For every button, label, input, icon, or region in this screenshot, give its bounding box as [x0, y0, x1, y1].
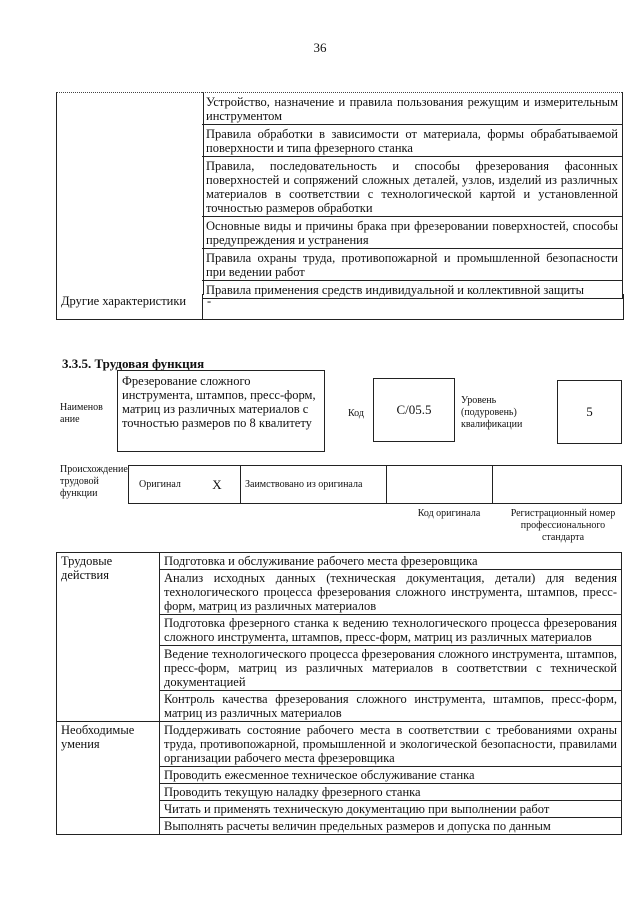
knowledge-row: Правила применения средств индивидуальной и коллективной защиты — [202, 281, 622, 299]
reg-number-cell — [492, 465, 622, 504]
table2-wrapper — [56, 552, 622, 852]
skill-item: Читать и применять техническую документацию при выполнении работ — [160, 801, 622, 818]
knowledge-row: Правила, последовательность и способы фрезерования фасонных поверхностей и сопряжений сложных деталей, узлов, изделий из различных материалов в соответствии с технологической картой и установленной точностью размеров обработки — [202, 157, 622, 217]
table-row — [57, 553, 622, 570]
original-label: Оригинал — [128, 465, 194, 504]
borrowed-label: Заимствовано из оригинала — [240, 465, 386, 504]
other-characteristics-value: - — [207, 294, 212, 308]
skill-item: Проводить текущую наладку фрезерного станка — [160, 784, 622, 801]
actions-label: Трудовые действия — [57, 553, 160, 722]
section-title: 3.3.5. Трудовая функция — [62, 356, 205, 371]
knowledge-row: Основные виды и причины брака при фрезеровании поверхностей, способы предупреждения и устранения — [202, 217, 622, 249]
skills-label: Необходимые умения — [57, 722, 160, 835]
skill-item: Проводить ежесменное техническое обслуживание станка — [160, 767, 622, 784]
other-characteristics-row — [56, 294, 624, 320]
reg-number-caption: Регистрационный номер профессионального стандарта — [510, 508, 616, 543]
action-item: Ведение технологического процесса фрезерования сложного инструмента, штампов, пресс-форм, матриц из различных материалов в соответствии с технической документацией — [160, 646, 622, 691]
skill-item: Поддерживать состояние рабочего места в соответствии с требованиями охраны труда, противопожарной, промышленной и экологической безопасности, правилами организации рабочего места фрезеровщика — [160, 722, 622, 767]
action-item: Контроль качества фрезерования сложного инструмента, штампов, пресс-форм, матриц из различных материалов — [160, 691, 622, 722]
knowledge-list — [202, 92, 623, 299]
code-label: Код — [348, 408, 364, 419]
table-row — [57, 722, 622, 767]
original-mark: X — [194, 465, 240, 504]
action-item: Подготовка и обслуживание рабочего места фрезеровщика — [160, 553, 622, 570]
code-original-cell — [386, 465, 492, 504]
actions-skills-table — [56, 552, 622, 835]
page-number: 36 — [313, 40, 327, 55]
other-characteristics-label: Другие характеристики — [57, 294, 203, 319]
table1-left-cell — [56, 92, 204, 295]
name-label: Наименов ание — [60, 402, 103, 425]
level-label: Уровень (подуровень) квалификации — [461, 395, 523, 430]
knowledge-row: Правила обработки в зависимости от материала, формы обрабатываемой поверхности и типа фрезерного станка — [202, 125, 622, 157]
qualification-level: 5 — [557, 380, 622, 444]
origin-row — [128, 465, 622, 504]
knowledge-row: Правила охраны труда, противопожарной и промышленной безопасности при ведении работ — [202, 249, 622, 281]
skill-item: Выполнять расчеты величин предельных размеров и допуска по данным — [160, 818, 622, 835]
action-item: Анализ исходных данных (техническая документация, детали) для ведения технологического процесса фрезерования сложного инструмента, штампов, пресс-форм, матриц из различных материалов — [160, 570, 622, 615]
knowledge-row: Устройство, назначение и правила пользования режущим и измерительным инструментом — [202, 92, 622, 125]
function-code: C/05.5 — [373, 378, 455, 442]
origin-label: Происхождение трудовой функции — [60, 464, 128, 499]
code-original-caption: Код оригинала — [417, 508, 481, 519]
action-item: Подготовка фрезерного станка к ведению технологического процесса фрезерования сложного инструмента, штампов, пресс-форм, матриц из различных материалов — [160, 615, 622, 646]
function-name: Фрезерование сложного инструмента, штампов, пресс-форм, матриц из различных материалов с точностью размеров по 8 квалитету — [117, 370, 325, 452]
